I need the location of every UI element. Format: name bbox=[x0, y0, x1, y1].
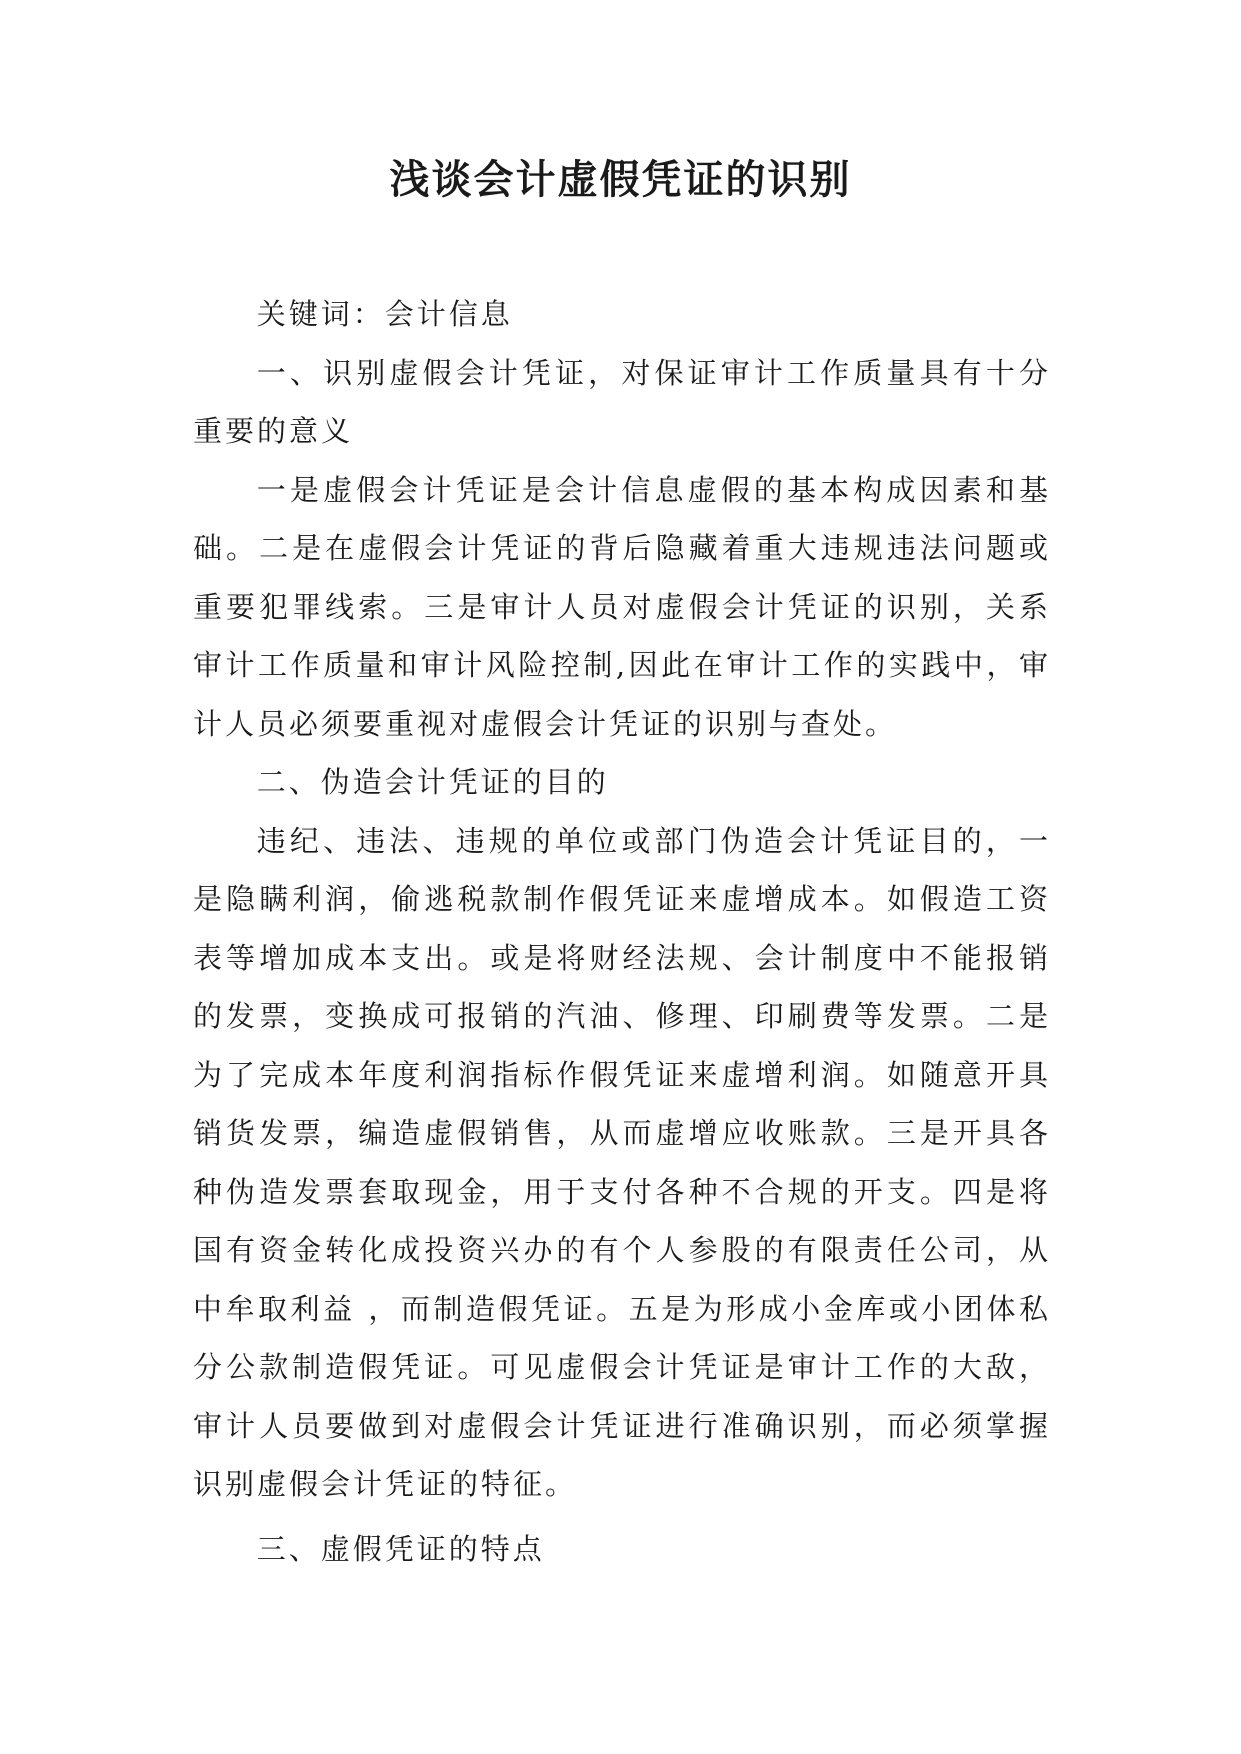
body-paragraph-1: 一是虚假会计凭证是会计信息虚假的基本构成因素和基础。二是在虚假会计凭证的背后隐藏着重大违规违法问题或重要犯罪线索。三是审计人员对虚假会计凭证的识别，关系审计工作质量和审计风险控制,因此在审计工作的实践中，审计人员必须要重视对虚假会计凭证的识别与查处。 bbox=[193, 472, 1051, 741]
section-heading-3: 三、虚假凭证的特点 bbox=[256, 1531, 545, 1566]
document-title: 浅谈会计虚假凭证的识别 bbox=[389, 156, 852, 203]
section-heading-1: 一、识别虚假会计凭证，对保证审计工作质量具有十分重要的意义 bbox=[193, 355, 1051, 448]
body-paragraph-2: 违纪、违法、违规的单位或部门伪造会计凭证目的，一是隐瞒利润，偷逃税款制作假凭证来虚增成本。如假造工资表等增加成本支出。或是将财经法规、会计制度中不能报销的发票，变换成可报销的汽油、修理、印刷费等发票。二是为了完成本年度利润指标作假凭证来虚增利润。如随意开具销货发票，编造虚假销售，从而虚增应收账款。三是开具各种伪造发票套取现金，用于支付各种不合规的开支。四是将国有资金转化成投资兴办的有个人参股的有限责任公司，从中牟取利益 ，而制造假凭证。五是为形成小金库或小团体私分公款制造假凭证。可见虚假会计凭证是审计工作的大敌，审计人员要做到对虚假会计凭证进行准确识别，而必须掌握识别虚假会计凭证的特征。 bbox=[193, 823, 1051, 1501]
keywords-line: 关键词：会计信息 bbox=[256, 297, 513, 331]
document-body bbox=[193, 285, 1051, 1578]
section-heading-2: 二、伪造会计凭证的目的 bbox=[256, 765, 609, 799]
